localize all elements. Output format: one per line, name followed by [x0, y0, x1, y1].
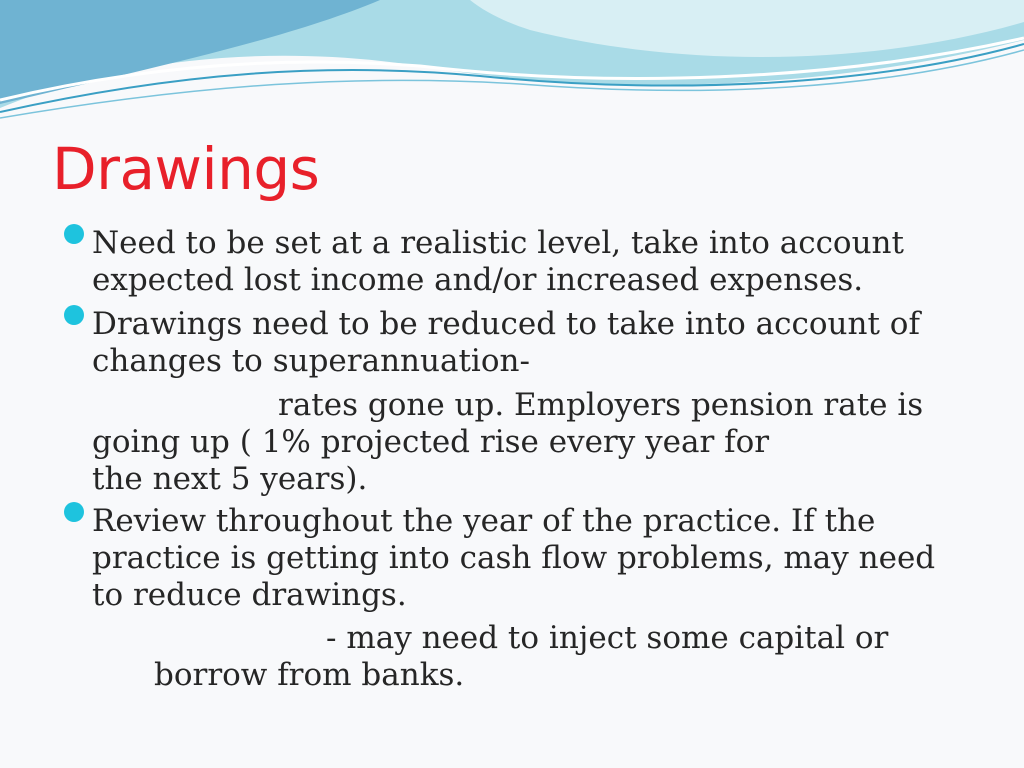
header-wave-decoration [0, 0, 1024, 130]
continuation-paragraph: rates gone up. Employers pension rate is going up ( 1% projected rise every year for the next 5 years). [92, 387, 924, 497]
slide-title: Drawings [52, 135, 320, 203]
bullet-item: Drawings need to be reduced to take into account of changes to superannuation- [92, 306, 920, 379]
bullet-dot-icon [64, 502, 84, 522]
bullet-item: Review throughout the year of the practice. If the practice is getting into cash flow problems, may need to reduce drawings. [92, 503, 936, 613]
bullet-dot-icon [64, 305, 84, 325]
bullet-item: Need to be set at a realistic level, take into account expected lost income and/or increased expenses. [92, 225, 904, 298]
continuation-paragraph: - may need to inject some capital or borrow from banks. [154, 620, 889, 693]
bullet-dot-icon [64, 224, 84, 244]
